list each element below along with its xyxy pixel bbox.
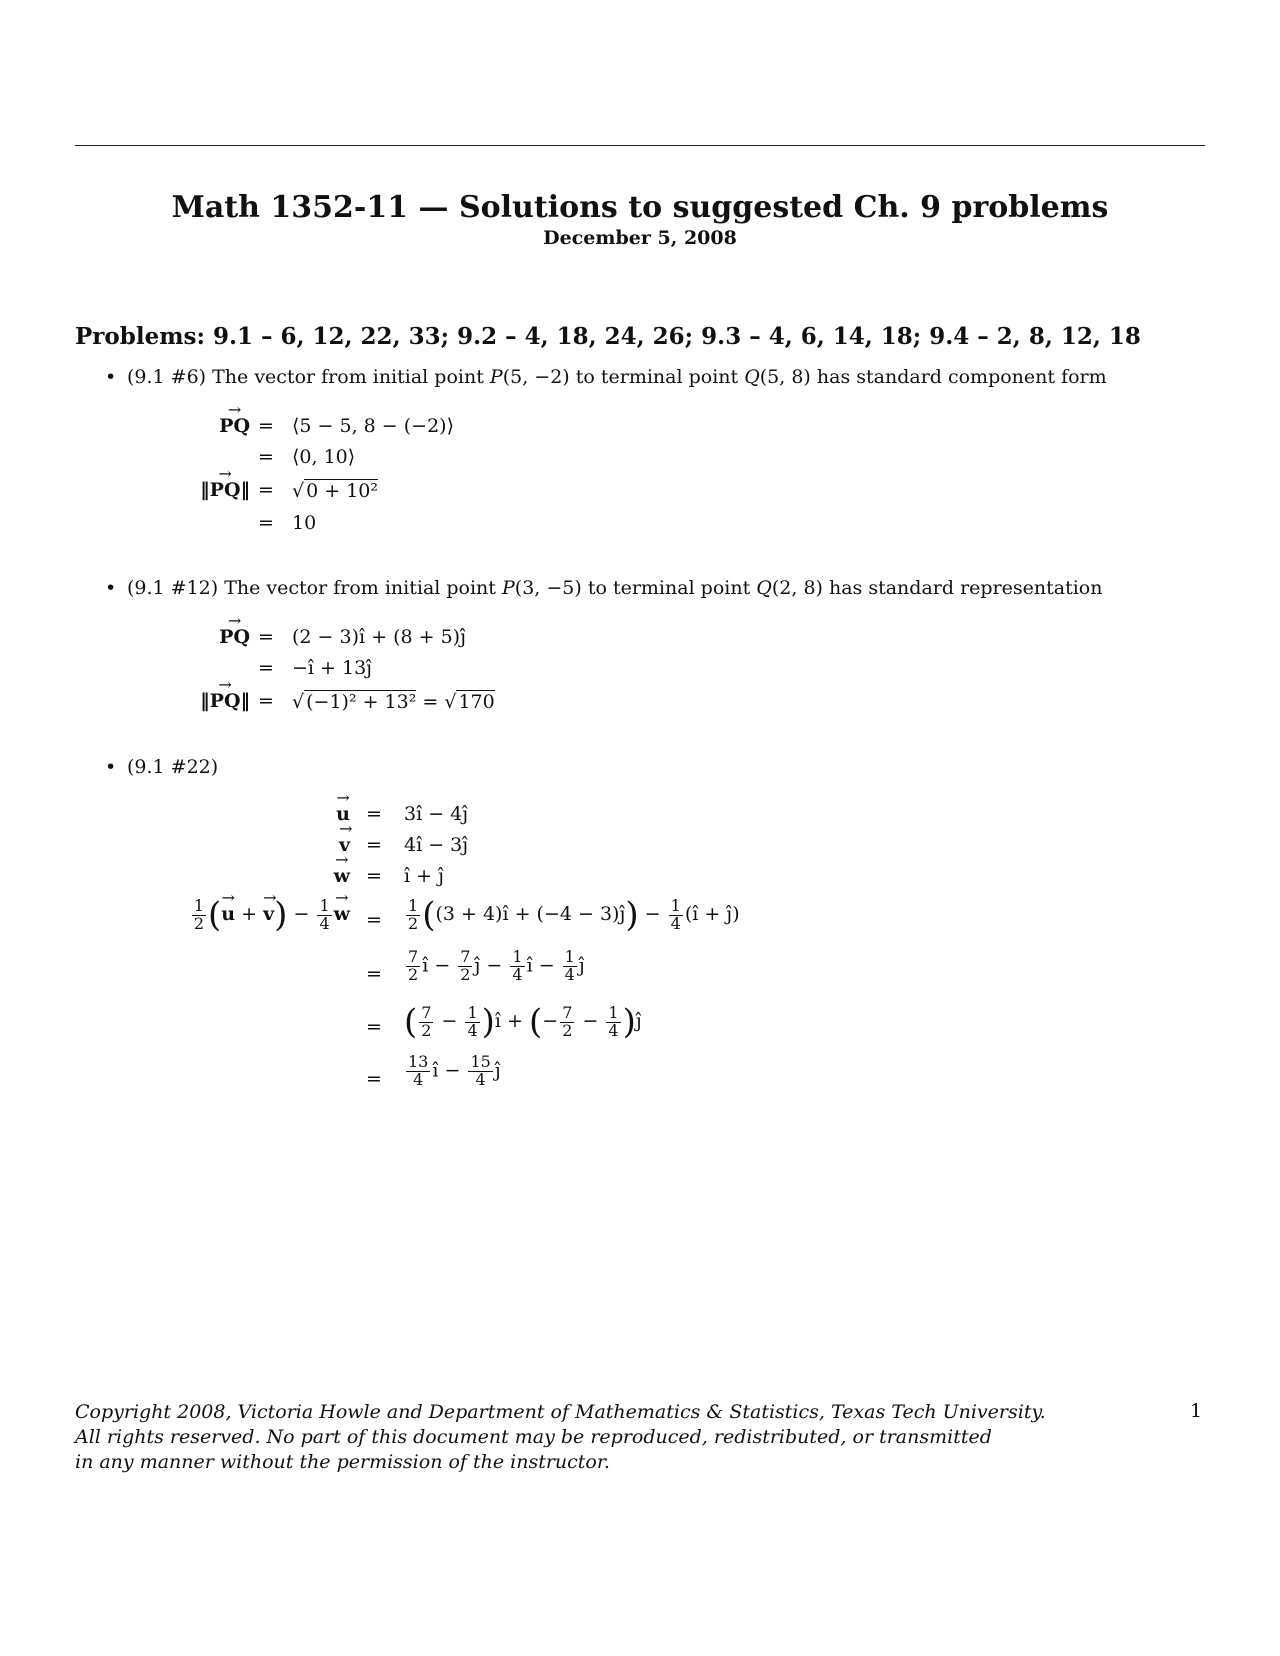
point-q: Q bbox=[756, 577, 772, 599]
rhs-result: −î + 13ĵ bbox=[292, 657, 373, 679]
equals-sign: = bbox=[366, 803, 382, 825]
intro-text: to terminal point bbox=[569, 366, 745, 388]
equals-sign: = bbox=[258, 626, 274, 648]
header-rule bbox=[75, 145, 1205, 146]
intro-text: (9.1 #6) The vector from initial point bbox=[127, 366, 490, 388]
footer-line: All rights reserved. No part of this document may be reproduced, redistributed, or transmitted bbox=[75, 1426, 992, 1448]
equals-sign: = bbox=[258, 657, 274, 679]
step-1: $\frac{1}{2}$ ((3 + 4)î + (−4 − 3)ĵ) − $\frac{1}{4}$ (î + ĵ) bbox=[408, 895, 740, 935]
w-components: î + ĵ bbox=[404, 865, 444, 887]
intro-text: has standard component form bbox=[810, 366, 1107, 388]
point-p: P bbox=[489, 366, 503, 388]
equals-sign: = bbox=[366, 1016, 382, 1038]
rhs-sqrt: √ 0 + 10² bbox=[292, 480, 378, 502]
point-p-coords: (3, −5) bbox=[514, 577, 582, 599]
u-components: 3î − 4ĵ bbox=[404, 803, 469, 825]
page-number: 1 bbox=[1190, 1400, 1203, 1422]
v-components: 4î − 3ĵ bbox=[404, 834, 469, 856]
intro-text: (9.1 #12) The vector from initial point bbox=[127, 577, 502, 599]
point-p: P bbox=[501, 577, 515, 599]
fraction-quarter: $\frac{1}{4}$ bbox=[319, 895, 330, 933]
rhs-components: ⟨5 − 5, 8 − (−2)⟩ bbox=[292, 415, 455, 437]
problems-heading: Problems: 9.1 – 6, 12, 22, 33; 9.2 – 4, 18, 24, 26; 9.3 – 4, 6, 14, 18; 9.4 – 2, 8, 12, 18 bbox=[75, 323, 1141, 350]
fraction-half: $\frac{1}{2}$ bbox=[193, 895, 205, 933]
lhs-combination: $\frac{1}{2}$ (→ u + → v) − $\frac{1}{4}$ → w bbox=[190, 895, 350, 935]
lhs-v: → v bbox=[339, 834, 350, 856]
intro-text: has standard representation bbox=[822, 577, 1103, 599]
lhs-w: → w bbox=[334, 865, 350, 887]
intro-text: to terminal point bbox=[581, 577, 757, 599]
point-q-coords: (5, 8) bbox=[759, 366, 811, 388]
copyright-footer bbox=[75, 1400, 1046, 1475]
page-date: December 5, 2008 bbox=[543, 227, 737, 249]
equals-sign: = bbox=[366, 1068, 382, 1090]
lhs-vector-pq: → PQ bbox=[219, 626, 250, 648]
problem-6-equations bbox=[170, 415, 570, 545]
point-q-coords: (2, 8) bbox=[771, 577, 823, 599]
lhs-norm-pq: ‖→ PQ‖ bbox=[200, 479, 250, 501]
bullet-dot: • bbox=[105, 756, 117, 778]
rhs-expression: (2 − 3)î + (8 + 5)ĵ bbox=[292, 626, 466, 648]
problem-6-intro bbox=[105, 366, 1107, 388]
step-3: ( $\frac{7}{2}$ − $\frac{1}{4}$ )î + (− $\frac{7}{2}$ − $\frac{1}{4}$ )ĵ bbox=[404, 1002, 642, 1042]
footer-line: Copyright 2008, Victoria Howle and Department of Mathematics & Statistics, Texas Tech University. bbox=[75, 1401, 1046, 1423]
problem-22-intro bbox=[105, 756, 218, 778]
problem-12-intro bbox=[105, 577, 1102, 599]
footer-line: in any manner without the permission of the instructor. bbox=[75, 1451, 610, 1473]
equals-sign: = bbox=[366, 865, 382, 887]
rhs-result: ⟨0, 10⟩ bbox=[292, 446, 356, 468]
rhs-norm-result: 10 bbox=[292, 512, 317, 534]
page-title: Math 1352-11 — Solutions to suggested Ch. 9 problems bbox=[171, 190, 1109, 225]
point-q: Q bbox=[744, 366, 760, 388]
equals-sign: = bbox=[258, 479, 274, 501]
equals-sign: = bbox=[258, 512, 274, 534]
problem-label: (9.1 #22) bbox=[127, 756, 219, 778]
equals-sign: = bbox=[366, 909, 382, 931]
bullet-dot: • bbox=[105, 366, 117, 388]
rhs-norm: √ (−1)² + 13² = √ 170 bbox=[292, 691, 495, 713]
lhs-norm-pq: ‖→ PQ‖ bbox=[200, 690, 250, 712]
lhs-u: → u bbox=[336, 803, 350, 825]
step-4: $\frac{13}{4}$ î − $\frac{15}{4}$ ĵ bbox=[408, 1052, 501, 1089]
equals-sign: = bbox=[258, 690, 274, 712]
equals-sign: = bbox=[366, 963, 382, 985]
equals-sign: = bbox=[258, 446, 274, 468]
bullet-dot: • bbox=[105, 577, 117, 599]
problem-12-equations bbox=[170, 626, 670, 726]
lhs-vector-pq: → PQ bbox=[219, 415, 250, 437]
equals-sign: = bbox=[258, 415, 274, 437]
point-p-coords: (5, −2) bbox=[502, 366, 570, 388]
problem-22-equations bbox=[170, 803, 770, 1093]
step-2: $\frac{7}{2}$ î − $\frac{7}{2}$ ĵ − $\frac{1}{4}$ î − $\frac{1}{4}$ ĵ bbox=[408, 947, 585, 984]
equals-sign: = bbox=[366, 834, 382, 856]
